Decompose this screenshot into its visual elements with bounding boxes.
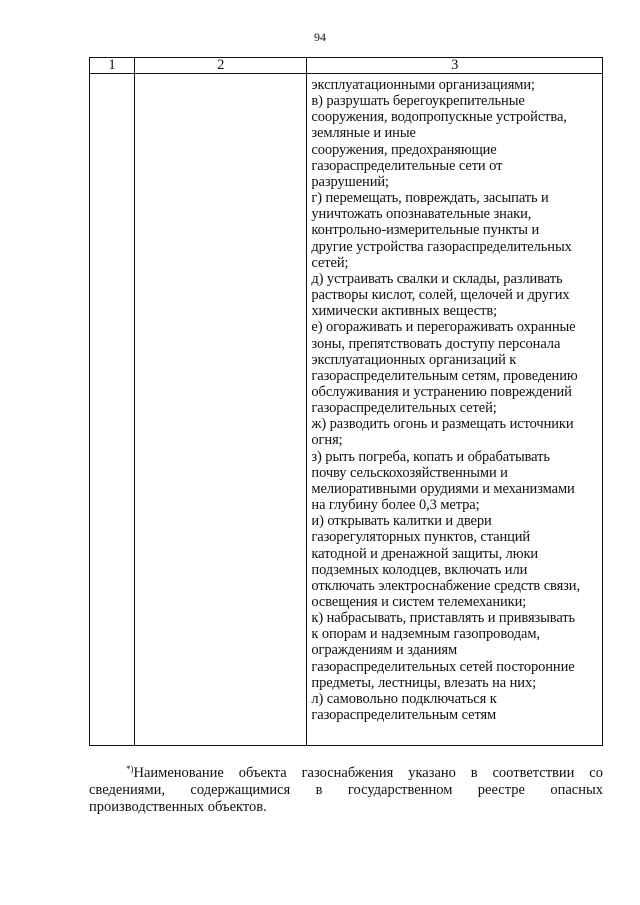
- column-header-3: 3: [307, 58, 603, 74]
- list-item: химически активных веществ;: [311, 303, 498, 320]
- list-item: огня;: [311, 432, 343, 449]
- list-item: сетей;: [311, 254, 349, 271]
- list-item: и) открывать калитки и двери: [311, 513, 492, 530]
- list-item: к) набрасывать, приставлять и привязывать: [311, 610, 576, 627]
- list-item: к опорам и надземным газопроводам,: [311, 626, 540, 643]
- list-item: мелиоративными орудиями и механизмами: [311, 480, 575, 497]
- table-cell-col1: [90, 74, 135, 746]
- list-item: обслуживания и устранению повреждений: [311, 383, 572, 400]
- list-item: освещения и систем телемеханики;: [311, 594, 527, 610]
- list-item: газорегуляторных пунктов, станций: [311, 529, 531, 546]
- list-item: зоны, препятствовать доступу персонала: [311, 335, 561, 352]
- footnote-paragraph: [89, 765, 603, 816]
- list-item: е) огораживать и перегораживать охранные: [311, 319, 576, 336]
- document-table: [89, 57, 603, 746]
- cell-col2-text: [135, 74, 306, 77]
- list-item: ограждениям и зданиям: [311, 642, 458, 659]
- list-item: в) разрушать берегоукрепительные: [311, 93, 525, 110]
- list-item: катодной и дренажной защиты, люки: [311, 545, 539, 562]
- list-item: газораспределительных сетей посторонние: [311, 658, 575, 675]
- list-item: ж) разводить огонь и размещать источники: [311, 416, 574, 433]
- list-item: предметы, лестницы, влезать на них;: [311, 674, 537, 691]
- list-item: отключать электроснабжение средств связи,: [311, 577, 580, 594]
- list-item: почву сельскохозяйственными и: [311, 464, 508, 481]
- list-item: газораспределительные сети от: [311, 157, 503, 174]
- column-header-1: 1: [90, 58, 135, 74]
- list-item: д) устраивать свалки и склады, разливать: [311, 270, 563, 287]
- list-item: на глубину более 0,3 метра;: [311, 497, 480, 514]
- list-item: газораспределительным сетям: [311, 707, 497, 724]
- list-item: разрушений;: [311, 173, 389, 190]
- list-item: газораспределительных сетей;: [311, 400, 497, 417]
- table-cell-col3: [307, 74, 603, 746]
- column-header-2: 2: [135, 58, 307, 74]
- table-row: [90, 74, 603, 746]
- list-item: эксплуатационными организациями;: [311, 77, 535, 93]
- footnote-text: Наименование объекта газоснабжения указано в соответствии со сведениями, содержащимися в государственном реестре опасных производственных объектов.: [89, 765, 603, 815]
- list-item: газораспределительным сетям, проведению: [311, 367, 578, 384]
- prohibitions-list: [307, 74, 602, 723]
- list-item: сооружения, предохраняющие: [311, 141, 497, 158]
- footnote-marker: *): [126, 764, 134, 774]
- list-item: г) перемещать, повреждать, засыпать и: [311, 190, 549, 207]
- list-item: л) самовольно подключаться к: [311, 690, 497, 707]
- list-item: подземных колодцев, включать или: [311, 561, 528, 578]
- footnote: [89, 765, 603, 816]
- list-item: уничтожать опознавательные знаки,: [311, 206, 532, 223]
- list-item: эксплуатационных организаций к: [311, 351, 517, 368]
- list-item: контрольно-измерительные пункты и: [311, 222, 540, 239]
- page-number: 94: [314, 30, 326, 44]
- list-item: сооружения, водопропускные устройства,: [311, 109, 567, 126]
- list-item: другие устройства газораспределительных: [311, 238, 572, 255]
- table-cell-col2: [135, 74, 307, 746]
- cell-col1-text: [90, 74, 134, 77]
- list-item: з) рыть погреба, копать и обрабатывать: [311, 448, 550, 465]
- list-item: земляные и иные: [311, 125, 416, 142]
- list-item: растворы кислот, солей, щелочей и других: [311, 287, 570, 304]
- table-header-row: [90, 58, 603, 74]
